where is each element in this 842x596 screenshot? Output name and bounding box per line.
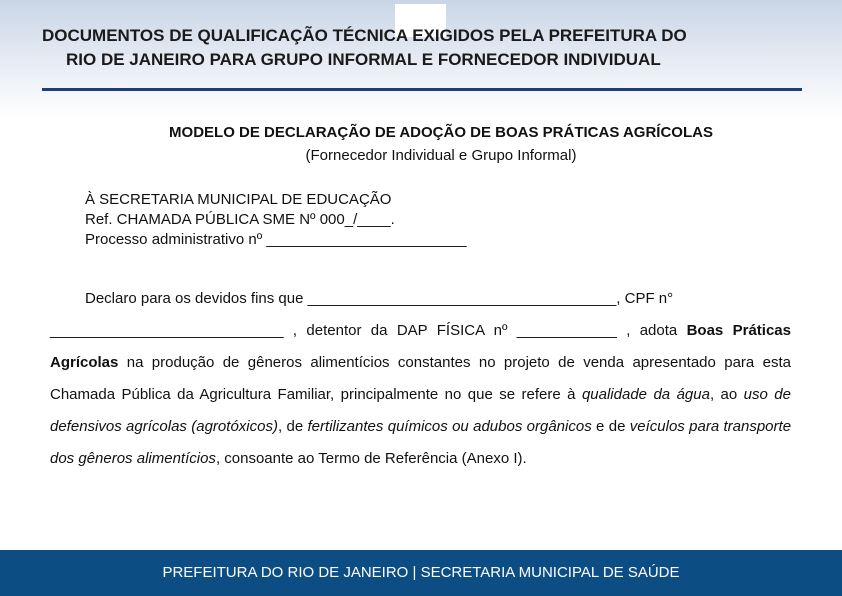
address-block — [85, 190, 467, 250]
address-recipient: À SECRETARIA MUNICIPAL DE EDUCAÇÃO — [85, 191, 392, 208]
declaration-text: , consoante ao Termo de Referência (Anexo I). — [215, 450, 527, 467]
declaration-italic-term: qualidade da água — [581, 386, 710, 403]
model-subtitle: (Fornecedor Individual e Grupo Informal) — [305, 147, 577, 164]
declaration-text: na produção de gêneros alimentícios constantes no projeto de venda apresentado para esta Chamada Pública da Agricultura Familiar, principalmente no que se refere à — [50, 354, 791, 403]
declaration-italic-term: fertilizantes químicos ou adubos orgânicos — [307, 418, 592, 435]
declaration-text: , ao — [709, 386, 744, 403]
address-reference: Ref. CHAMADA PÚBLICA SME Nº 000_/____. — [85, 211, 395, 228]
document-title-line1: DOCUMENTOS DE QUALIFICAÇÃO TÉCNICA EXIGIDOS PELA PREFEITURA DO — [42, 26, 687, 45]
declaration-paragraph — [50, 283, 791, 475]
declaration-text: , de — [277, 418, 308, 435]
document-title-line2: RIO DE JANEIRO PARA GRUPO INFORMAL E FORNECEDOR INDIVIDUAL — [66, 50, 661, 69]
footer-text: PREFEITURA DO RIO DE JANEIRO | SECRETARIA MUNICIPAL DE SAÚDE — [162, 564, 680, 581]
title-divider — [42, 88, 802, 91]
document-title — [0, 24, 842, 72]
declaration-text: ____________________________ , detentor da DAP FÍSICA nº ____________ , adota — [50, 322, 687, 339]
declaration-text: e de — [591, 418, 630, 435]
declaration-first-line: Declaro para os devidos fins que _____________________________________, CPF n° — [85, 290, 674, 307]
declaration-bold-term: Boas Práticas Agrícolas — [50, 322, 791, 371]
footer-bar — [0, 550, 842, 596]
declaration-italic-term: uso de defensivos agrícolas (agrotóxicos) — [50, 386, 791, 435]
declaration-italic-term: veículos para transporte dos gêneros alimentícios — [50, 418, 792, 467]
address-process: Processo administrativo nº ________________________ — [85, 231, 467, 248]
model-title: MODELO DE DECLARAÇÃO DE ADOÇÃO DE BOAS PRÁTICAS AGRÍCOLAS — [169, 124, 713, 141]
